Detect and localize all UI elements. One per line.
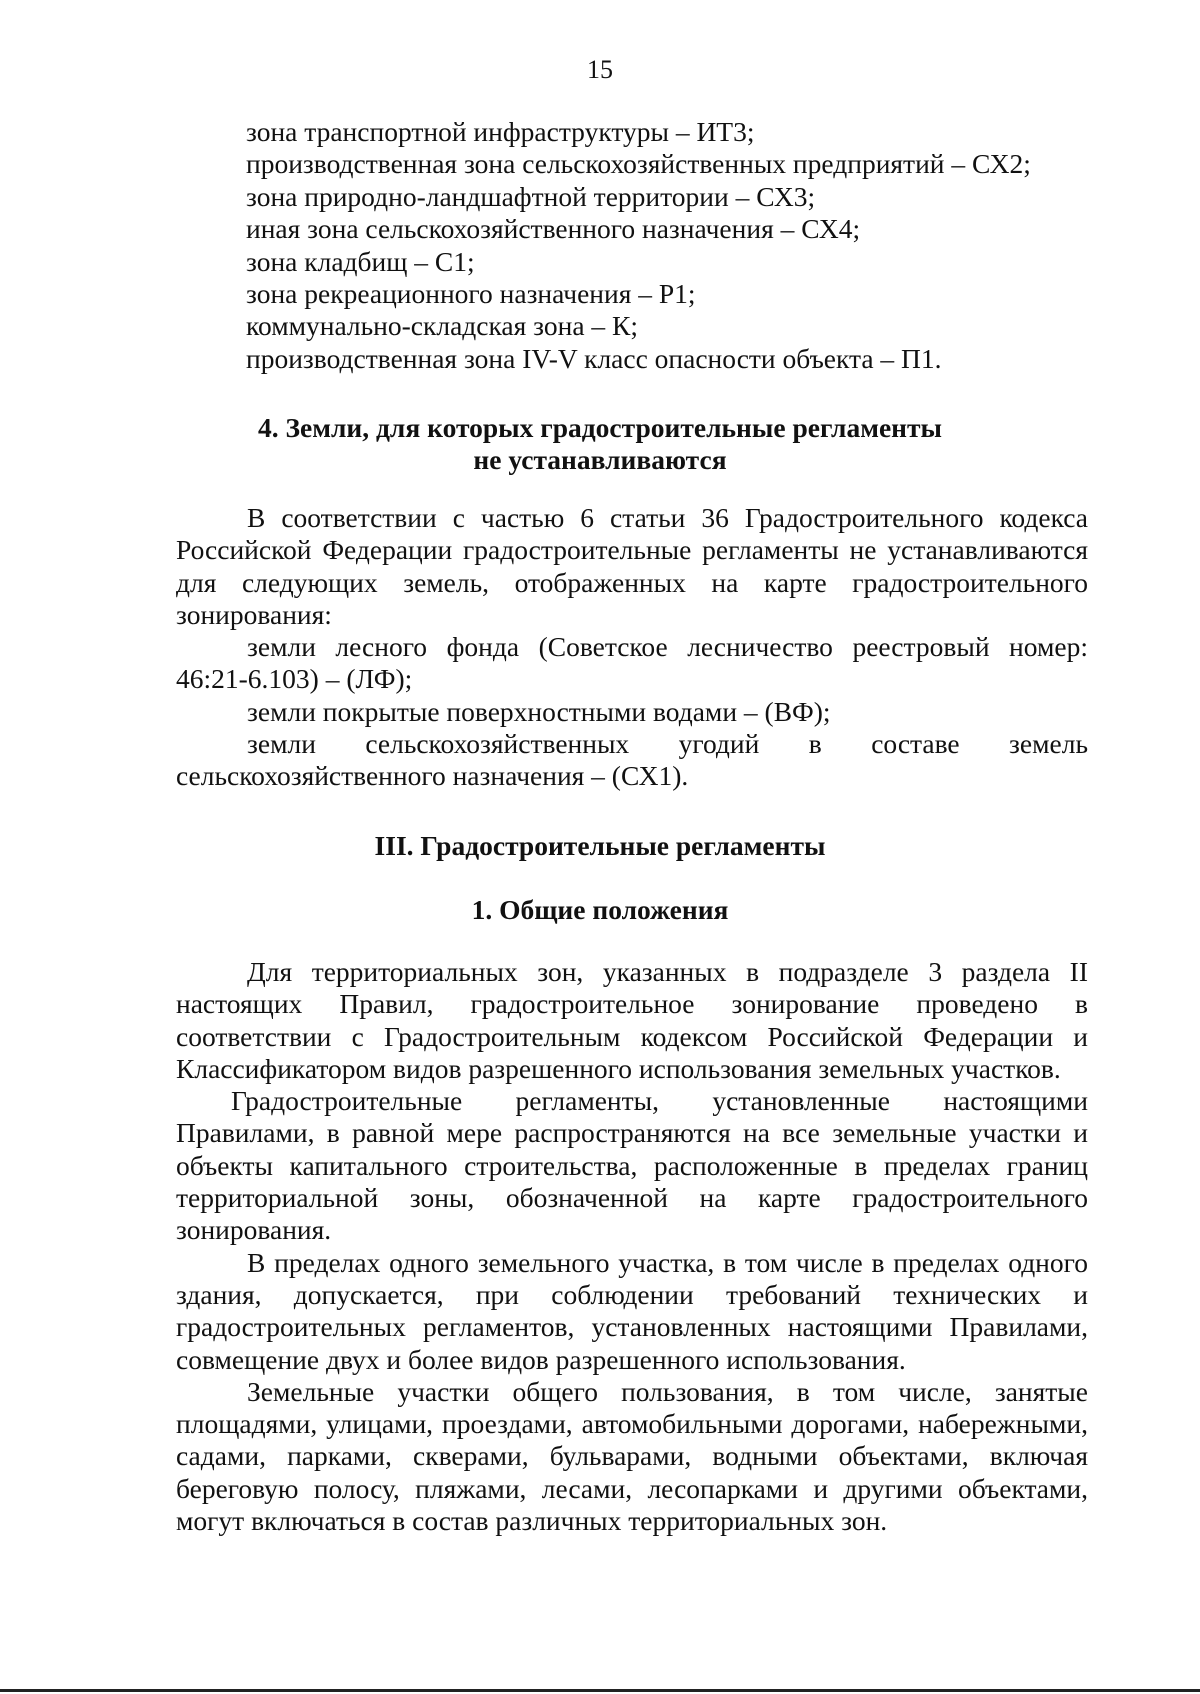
heading-line: 4. Земли, для которых градостроительные регламенты bbox=[258, 412, 942, 443]
paragraph: В соответствии с частью 6 статьи 36 Градостроительного кодекса Российской Федерации градостроительные регламенты не устанавливаются для следующих земель, отображенных на карте градостроительного зонирования: bbox=[176, 502, 1088, 630]
paragraph: Земельные участки общего пользования, в том числе, занятые площадями, улицами, проездами, автомобильными дорогами, набережными, садами, парками, скверами, бульварами, водными объектами, включая береговую полосу, пляжами, лесами, лесопарками и другими объектами, могут включаться в состав различных территориальных зон. bbox=[176, 1375, 1088, 1537]
section-lands-body bbox=[176, 502, 1088, 793]
paragraph: Для территориальных зон, указанных в подразделе 3 раздела II настоящих Правил, градостроительное зонирование проведено в соответствии с Градостроительным кодексом Российской Федерации и Классификатором видов разрешенного использования земельных участков. bbox=[176, 956, 1088, 1084]
list-item: зона транспортной инфраструктуры – ИТ3; bbox=[246, 116, 755, 147]
paragraph: Градостроительные регламенты, установленные настоящими Правилами, в равной мере распространяются на все земельные участки и объекты капитального строительства, расположенные в пределах границ территориальной зоны, обозначенной на карте градостроительного зонирования. bbox=[176, 1085, 1088, 1246]
list-item: зона рекреационного назначения – Р1; bbox=[246, 278, 696, 310]
paragraph: земли лесного фонда (Советское лесничество реестровый номер: 46:21-6.103) – (ЛФ); bbox=[176, 631, 1088, 695]
section-heading-lands bbox=[0, 412, 1200, 476]
list-item: производственная зона IV-V класс опасности объекта – П1. bbox=[246, 342, 942, 374]
page-number: 15 bbox=[587, 55, 613, 84]
heading-line: не устанавливаются bbox=[473, 444, 727, 475]
general-provisions-body bbox=[176, 956, 1088, 1537]
paragraph: В пределах одного земельного участка, в том числе в пределах одного здания, допускается, при соблюдении требований технических и градостроительных регламентов, установленных настоящими Правилами, совмещение двух и более видов разрешенного использования. bbox=[176, 1246, 1088, 1375]
subsection-heading bbox=[0, 894, 1200, 926]
zone-list bbox=[246, 116, 1126, 375]
heading-line: 1. Общие положения bbox=[471, 894, 729, 925]
list-item: производственная зона сельскохозяйственных предприятий – СХ2; bbox=[246, 148, 1031, 180]
part-heading bbox=[0, 830, 1200, 862]
list-item: зона кладбищ – С1; bbox=[246, 245, 475, 277]
paragraph: земли сельскохозяйственных угодий в составе земель сельскохозяйственного назначения – (СХ1). bbox=[176, 728, 1088, 792]
heading-line: III. Градостроительные регламенты bbox=[374, 830, 826, 861]
paragraph: земли покрытые поверхностными водами – (ВФ); bbox=[247, 695, 831, 727]
list-item: иная зона сельскохозяйственного назначения – СХ4; bbox=[246, 213, 861, 245]
bottom-divider bbox=[0, 1689, 1200, 1692]
list-item: коммунально-складская зона – К; bbox=[246, 310, 639, 342]
list-item: зона природно-ландшафтной территории – СХ3; bbox=[246, 180, 816, 212]
